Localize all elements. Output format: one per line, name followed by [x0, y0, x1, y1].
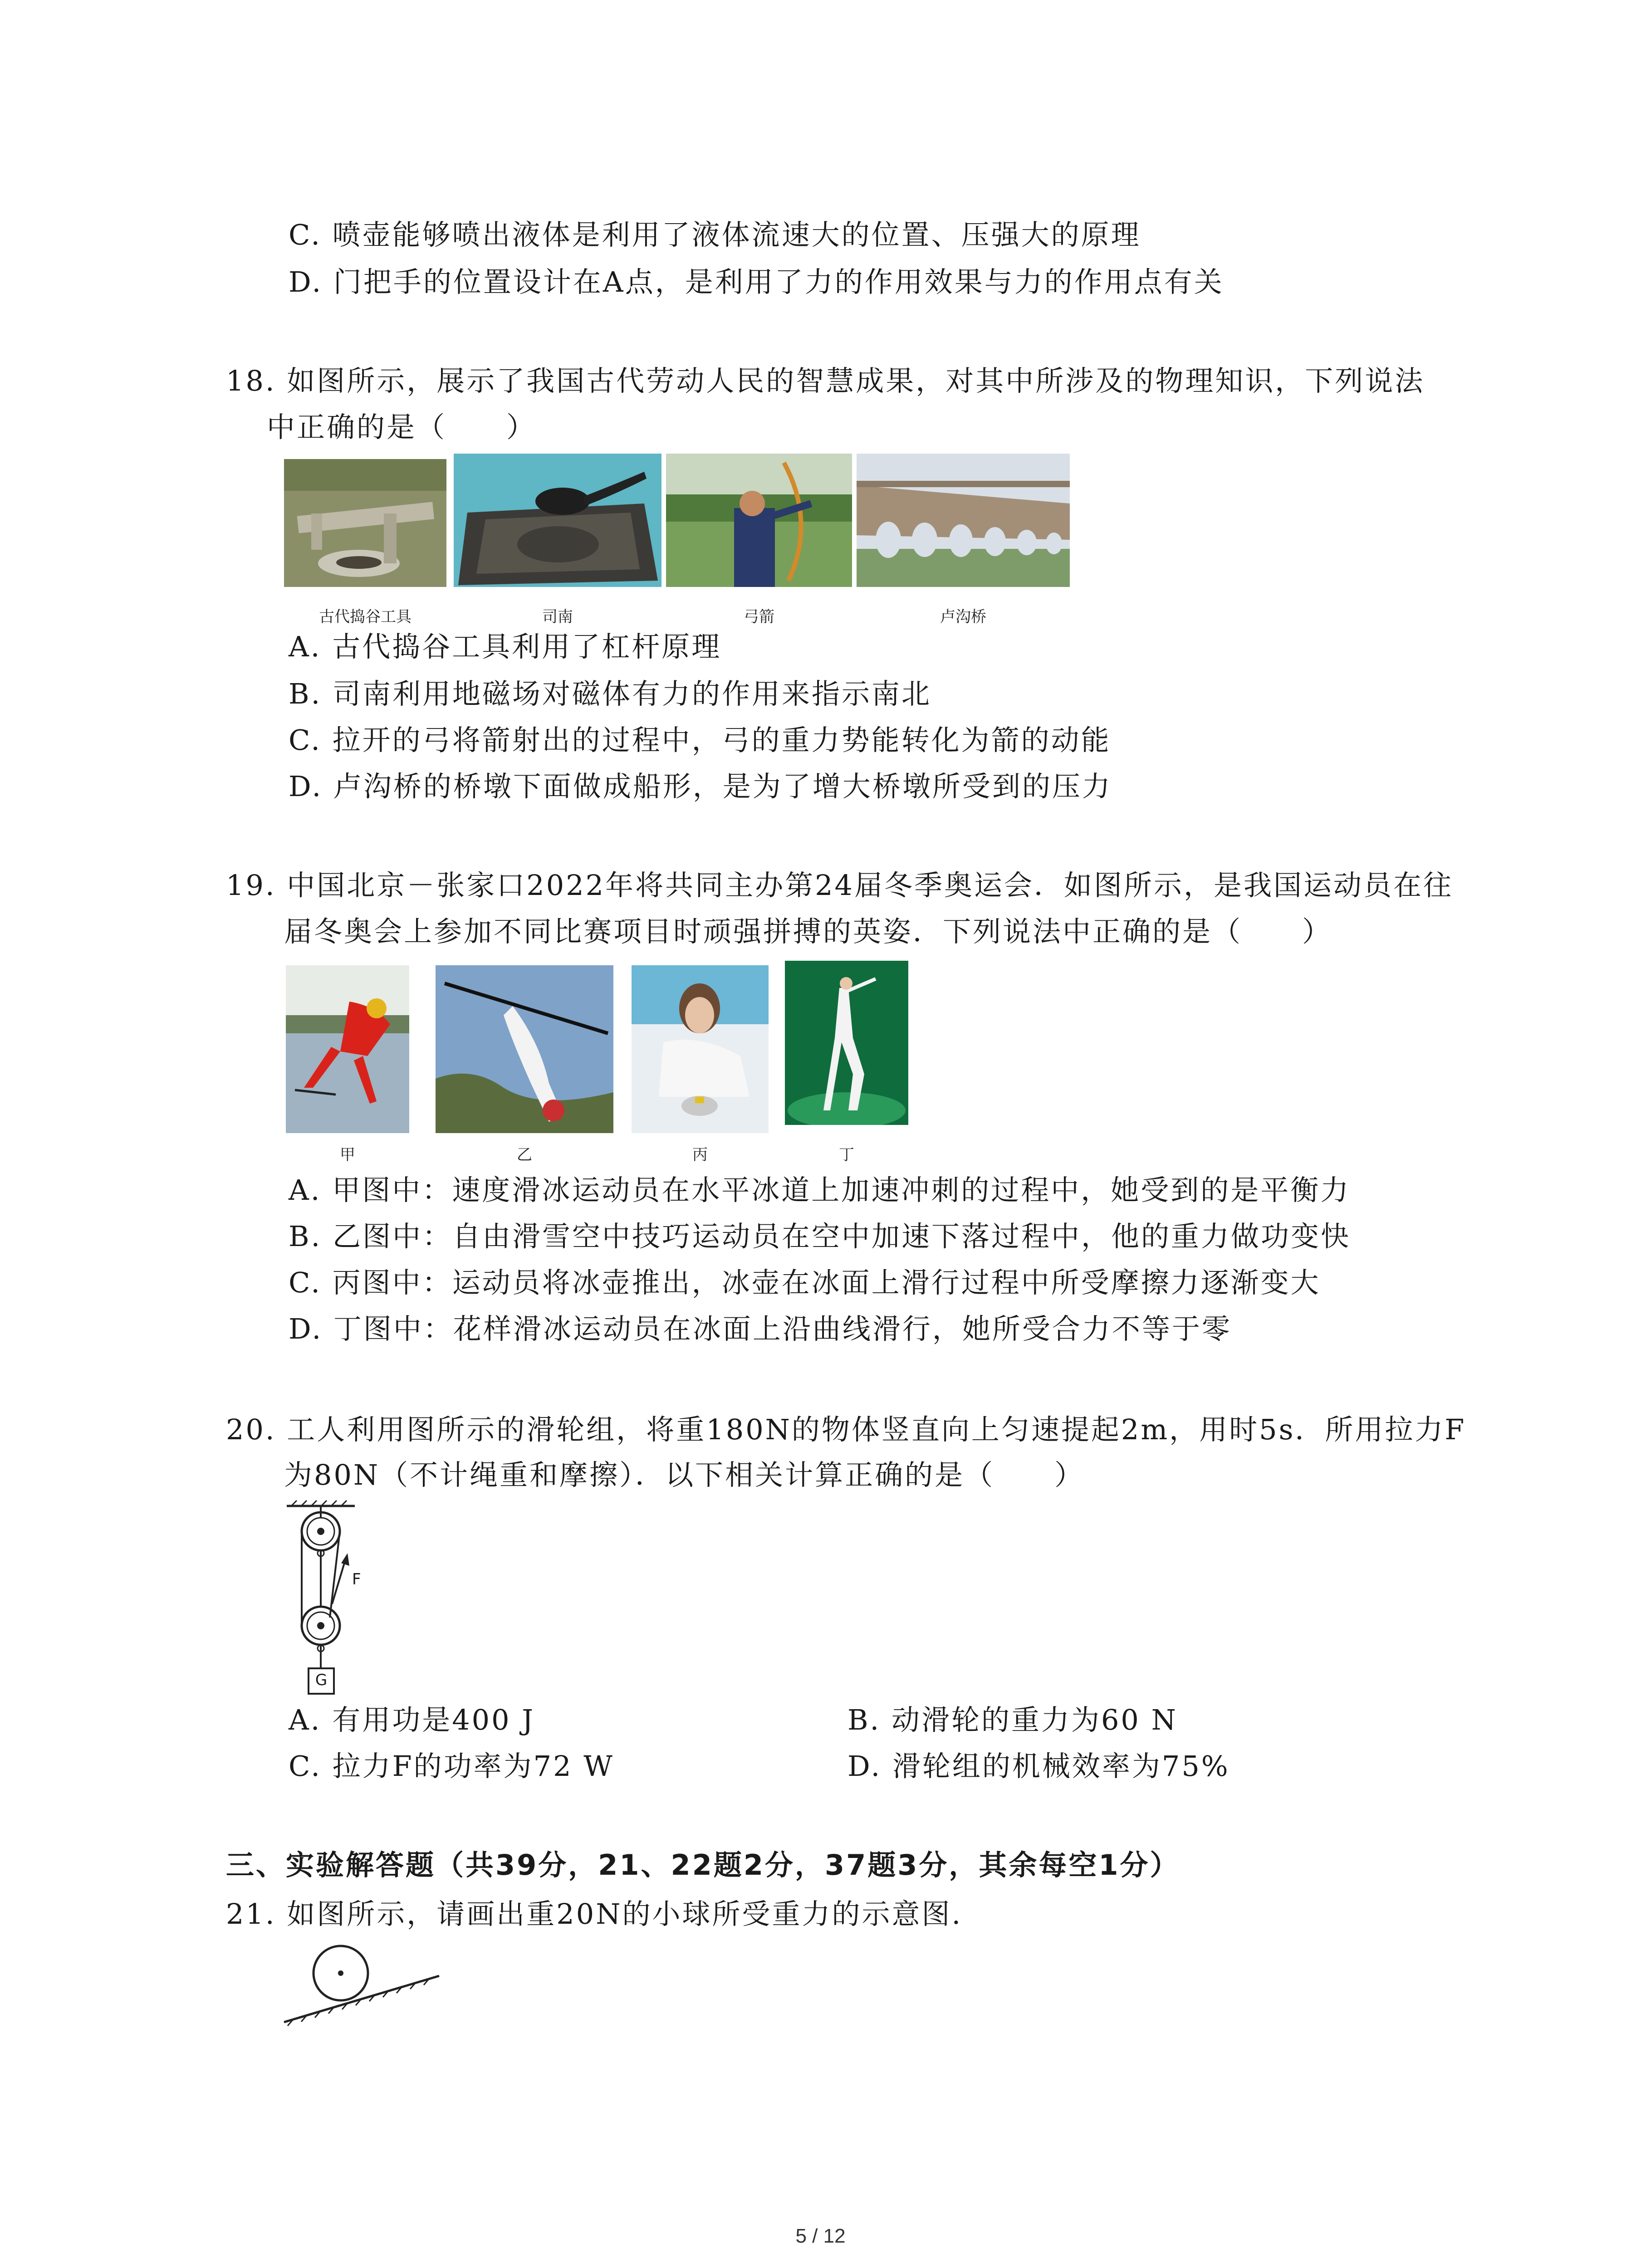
q19-caption-jia: 甲 — [340, 1146, 355, 1164]
q19-photo-yi — [436, 965, 613, 1133]
q18-photo-grain-pounder — [284, 459, 446, 587]
q20-option-a: A. 有用功是400 J — [289, 1703, 535, 1736]
q19-option-b: B. 乙图中：自由滑雪空中技巧运动员在空中加速下落过程中，他的重力做功变快 — [289, 1220, 1351, 1253]
q17-option-d: D. 门把手的位置设计在A点，是利用了力的作用效果与力的作用点有关 — [289, 265, 1224, 298]
q19-photo-jia — [286, 965, 409, 1133]
q18-stem-line1: 18. 如图所示，展示了我国古代劳动人民的智慧成果，对其中所涉及的物理知识，下列说法 — [226, 364, 1425, 397]
q19-caption-ding: 丁 — [839, 1146, 854, 1164]
q20-stem-line2: 为80N（不计绳重和摩擦）．以下相关计算正确的是（ ） — [284, 1458, 1085, 1491]
q18-caption-4: 卢沟桥 — [940, 608, 986, 626]
q20-label-g: G — [315, 1671, 328, 1689]
page-number: 5 / 12 — [795, 2225, 846, 2247]
q18-option-b: B. 司南利用地磁场对磁体有力的作用来指示南北 — [289, 677, 931, 710]
q19-photo-bing — [632, 965, 769, 1133]
q18-photo-lugou-bridge — [857, 454, 1070, 587]
q18-option-d: D. 卢沟桥的桥墩下面做成船形，是为了增大桥墩所受到的压力 — [289, 770, 1112, 803]
q18-option-a: A. 古代捣谷工具利用了杠杆原理 — [289, 630, 722, 663]
q18-option-c: C. 拉开的弓将箭射出的过程中，弓的重力势能转化为箭的动能 — [289, 723, 1111, 757]
q20-label-f: F — [352, 1570, 361, 1589]
q18-photo-bow — [666, 454, 852, 587]
q20-pulley-figure — [278, 1500, 377, 1699]
q21-stem: 21. 如图所示，请画出重20N的小球所受重力的示意图. — [226, 1897, 963, 1931]
q19-caption-bing: 丙 — [692, 1146, 708, 1164]
q19-stem-line2: 届冬奥会上参加不同比赛项目时顽强拼搏的英姿．下列说法中正确的是（ ） — [284, 915, 1332, 948]
section-3-title: 三、实验解答题（共39分，21、22题2分，37题3分，其余每空1分） — [226, 1848, 1180, 1882]
q20-option-b: B. 动滑轮的重力为60 N — [847, 1703, 1178, 1736]
q19-photo-ding — [785, 961, 908, 1125]
q18-caption-2: 司南 — [542, 608, 573, 626]
q17-option-c: C. 喷壶能够喷出液体是利用了液体流速大的位置、压强大的原理 — [289, 218, 1141, 251]
q19-stem-line1: 19. 中国北京－张家口2022年将共同主办第24届冬季奥运会．如图所示，是我国运动员在往 — [226, 869, 1453, 902]
q20-stem-line1: 20. 工人利用图所示的滑轮组，将重180N的物体竖直向上匀速提起2m，用时5s．所用拉力F — [226, 1413, 1466, 1446]
q18-photo-sinan — [454, 454, 661, 587]
q18-caption-1: 古代捣谷工具 — [319, 608, 411, 626]
q19-option-a: A. 甲图中：速度滑冰运动员在水平冰道上加速冲刺的过程中，她受到的是平衡力 — [289, 1173, 1351, 1207]
q20-option-c: C. 拉力F的功率为72 W — [289, 1750, 614, 1783]
q18-caption-3: 弓箭 — [744, 608, 774, 626]
q19-option-c: C. 丙图中：运动员将冰壶推出，冰壶在冰面上滑行过程中所受摩擦力逐渐变大 — [289, 1266, 1321, 1299]
q19-caption-yi: 乙 — [517, 1146, 532, 1164]
q18-stem-line2: 中正确的是（ ） — [267, 411, 537, 444]
q19-option-d: D. 丁图中：花样滑冰运动员在冰面上沿曲线滑行，她所受合力不等于零 — [289, 1312, 1232, 1345]
q21-ball-on-incline-figure — [279, 1938, 443, 2028]
q20-option-d: D. 滑轮组的机械效率为75% — [847, 1750, 1230, 1783]
